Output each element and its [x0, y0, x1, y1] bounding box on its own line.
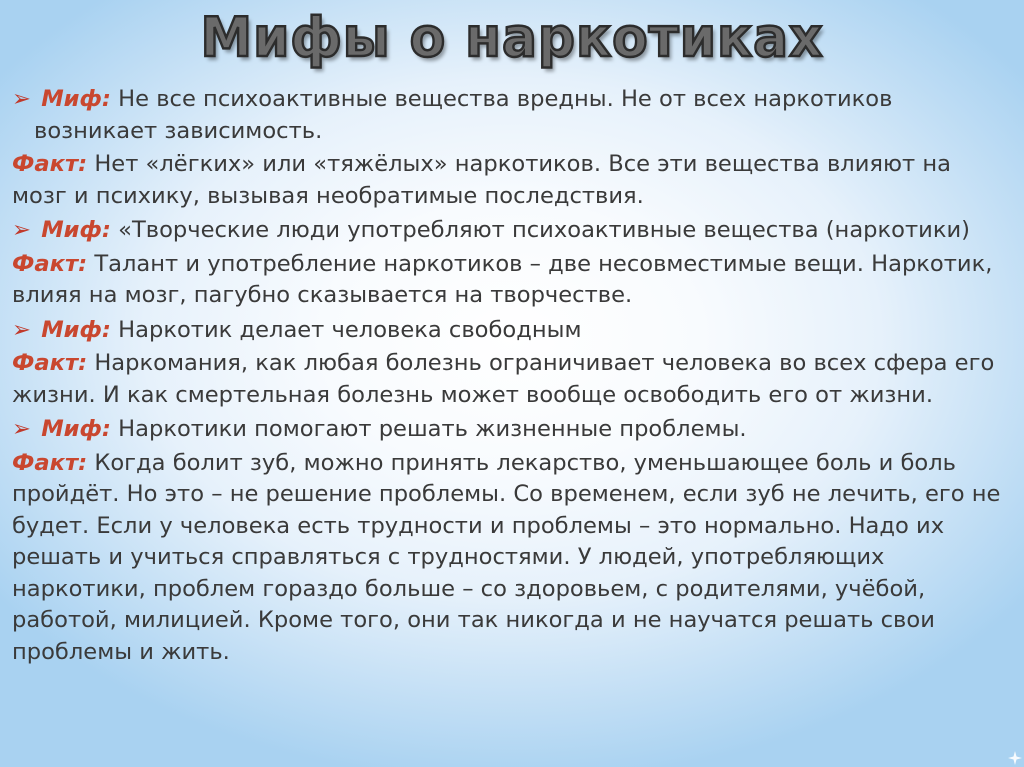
- myth-item: [12, 84, 1012, 147]
- arrow-bullet-icon: ➢: [12, 416, 31, 442]
- slide-title: Мифы о наркотиках: [200, 6, 824, 69]
- fact-text: Наркомания, как любая болезнь ограничивает человека во всех сфера его жизни. И как смертельная болезнь может вообще освободить его от жизни.: [12, 350, 995, 408]
- fact-item: [12, 249, 1012, 312]
- myth-label: Миф:: [41, 217, 111, 243]
- sparkle-icon: [1006, 749, 1024, 767]
- fact-text: Талант и употребление наркотиков – две несовместимые вещи. Наркотик, влияя на мозг, пагубно сказывается на творчестве.: [12, 250, 993, 308]
- myth-text: Наркотики помогают решать жизненные проблемы.: [118, 416, 747, 442]
- fact-label: Факт:: [12, 250, 88, 277]
- arrow-bullet-icon: ➢: [12, 86, 31, 112]
- myth-label: Миф:: [41, 316, 111, 343]
- fact-item: [12, 149, 1012, 212]
- myth-label: Миф:: [41, 86, 111, 112]
- fact-text: Когда болит зуб, можно принять лекарство, уменьшающее боль и боль пройдёт. Но это – не решение проблемы. Со временем, если зуб не лечить, его не будет. Если у человека есть трудности и проблемы – это нормально. Надо их решать и учиться справляться с трудностями. У людей, употребляющих наркотики, проблем гораздо больше – со здоровьем, с родителями, учёбой, работой, милицией. Кроме того, они так никогда и не научатся решать свои проблемы и жить.: [12, 449, 1001, 665]
- arrow-bullet-icon: ➢: [12, 217, 31, 243]
- myth-item: [12, 414, 1012, 446]
- myth-item: [12, 215, 1012, 247]
- arrow-bullet-icon: ➢: [12, 316, 31, 343]
- fact-item: [12, 348, 1012, 411]
- fact-item: [12, 448, 1012, 669]
- fact-text: Нет «лёгких» или «тяжёлых» наркотиков. Все эти вещества влияют на мозг и психику, вызывая необратимые последствия.: [12, 151, 951, 209]
- fact-label: Факт:: [12, 350, 88, 376]
- myth-text: Наркотик делает человека свободным: [118, 316, 582, 343]
- myth-text: Не все психоактивные вещества вредны. Не от всех наркотиков возникает зависимость.: [34, 86, 893, 144]
- fact-label: Факт:: [12, 151, 88, 177]
- myth-text: «Творческие люди употребляют психоактивные вещества (наркотики): [118, 217, 970, 243]
- myth-label: Миф:: [41, 416, 111, 442]
- slide-content: [12, 84, 1012, 671]
- fact-label: Факт:: [12, 449, 88, 476]
- myth-item: [12, 315, 1012, 347]
